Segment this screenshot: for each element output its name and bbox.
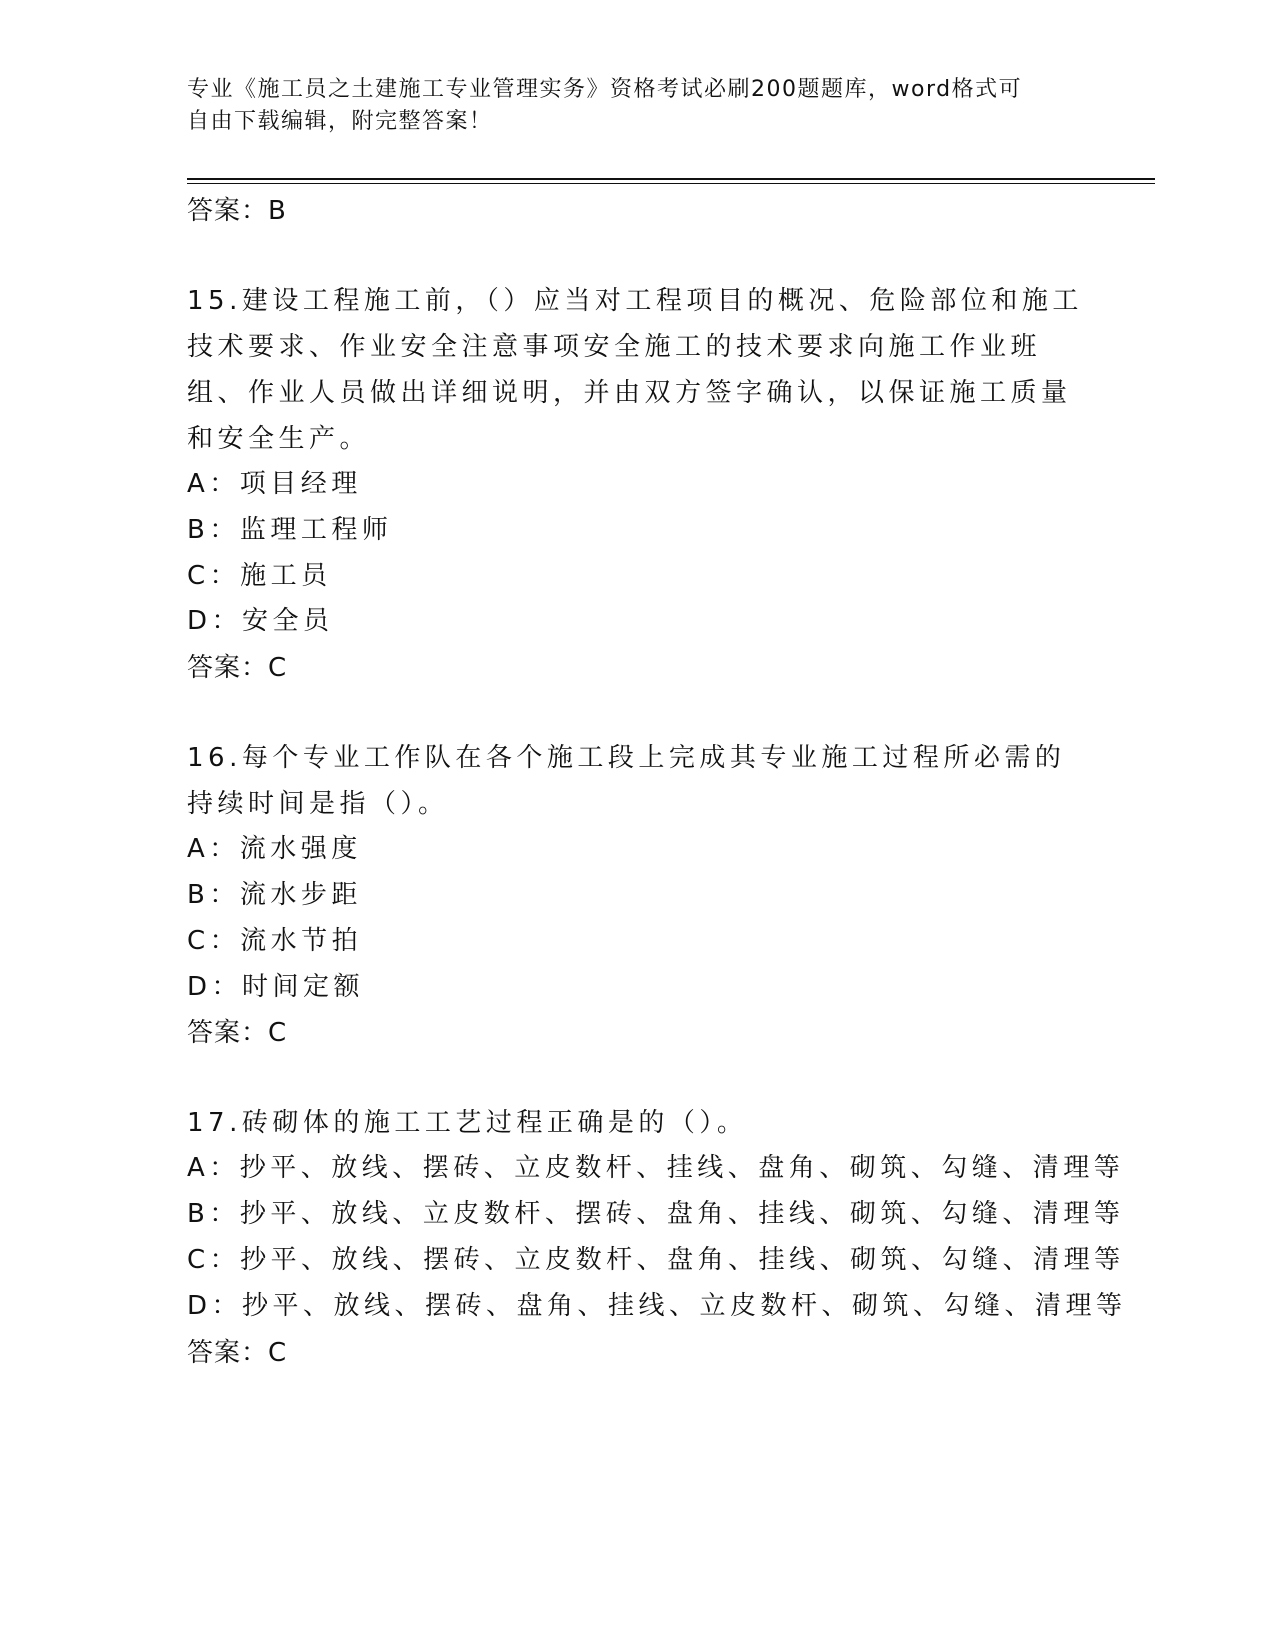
option-b: B：抄平、放线、立皮数杆、摆砖、盘角、挂线、砌筑、勾缝、清理等 <box>187 1199 1125 1230</box>
header-divider-thin <box>187 183 1155 184</box>
option-d: D：安全员 <box>187 606 334 637</box>
question-17 <box>187 1100 1127 1375</box>
option-a: A：流水强度 <box>187 834 362 865</box>
answer-line: 答案：C <box>187 1018 288 1049</box>
option-c: C：抄平、放线、摆砖、立皮数杆、盘角、挂线、砌筑、勾缝、清理等 <box>187 1244 1125 1275</box>
option-d: D：时间定额 <box>187 971 365 1002</box>
option-d: D：抄平、放线、摆砖、盘角、挂线、立皮数杆、砌筑、勾缝、清理等 <box>187 1290 1127 1321</box>
option-c: C：流水节拍 <box>187 925 363 956</box>
question-15 <box>187 278 1087 691</box>
question-list <box>187 188 1127 1376</box>
page-header: 专业《施工员之土建施工专业管理实务》资格考试必刷200题题库，word格式可 自由下载编辑，附完整答案！ <box>187 77 1023 134</box>
question-text: 15.建设工程施工前，（）应当对工程项目的概况、危险部位和施工技术要求、作业安全注意事项安全施工的技术要求向施工作业班组、作业人员做出详细说明，并由双方签字确认，以保证施工质量和安全生产。 <box>187 286 1083 454</box>
option-b: B：流水步距 <box>187 879 362 910</box>
question-text: 17.砖砌体的施工工艺过程正确是的（）。 <box>187 1108 748 1139</box>
option-a: A：抄平、放线、摆砖、立皮数杆、挂线、盘角、砌筑、勾缝、清理等 <box>187 1153 1125 1184</box>
answer-line: 答案：B <box>187 196 287 226</box>
question-text: 16.每个专业工作队在各个施工段上完成其专业施工过程所必需的持续时间是指（）。 <box>187 743 1066 820</box>
option-a: A：项目经理 <box>187 469 362 499</box>
question-16 <box>187 735 1087 1056</box>
answer-line: 答案：C <box>187 653 288 684</box>
answer-line: 答案：C <box>187 1337 288 1368</box>
option-c: C：施工员 <box>187 560 332 591</box>
option-b: B：监理工程师 <box>187 514 393 545</box>
header-divider-thick <box>187 178 1155 180</box>
